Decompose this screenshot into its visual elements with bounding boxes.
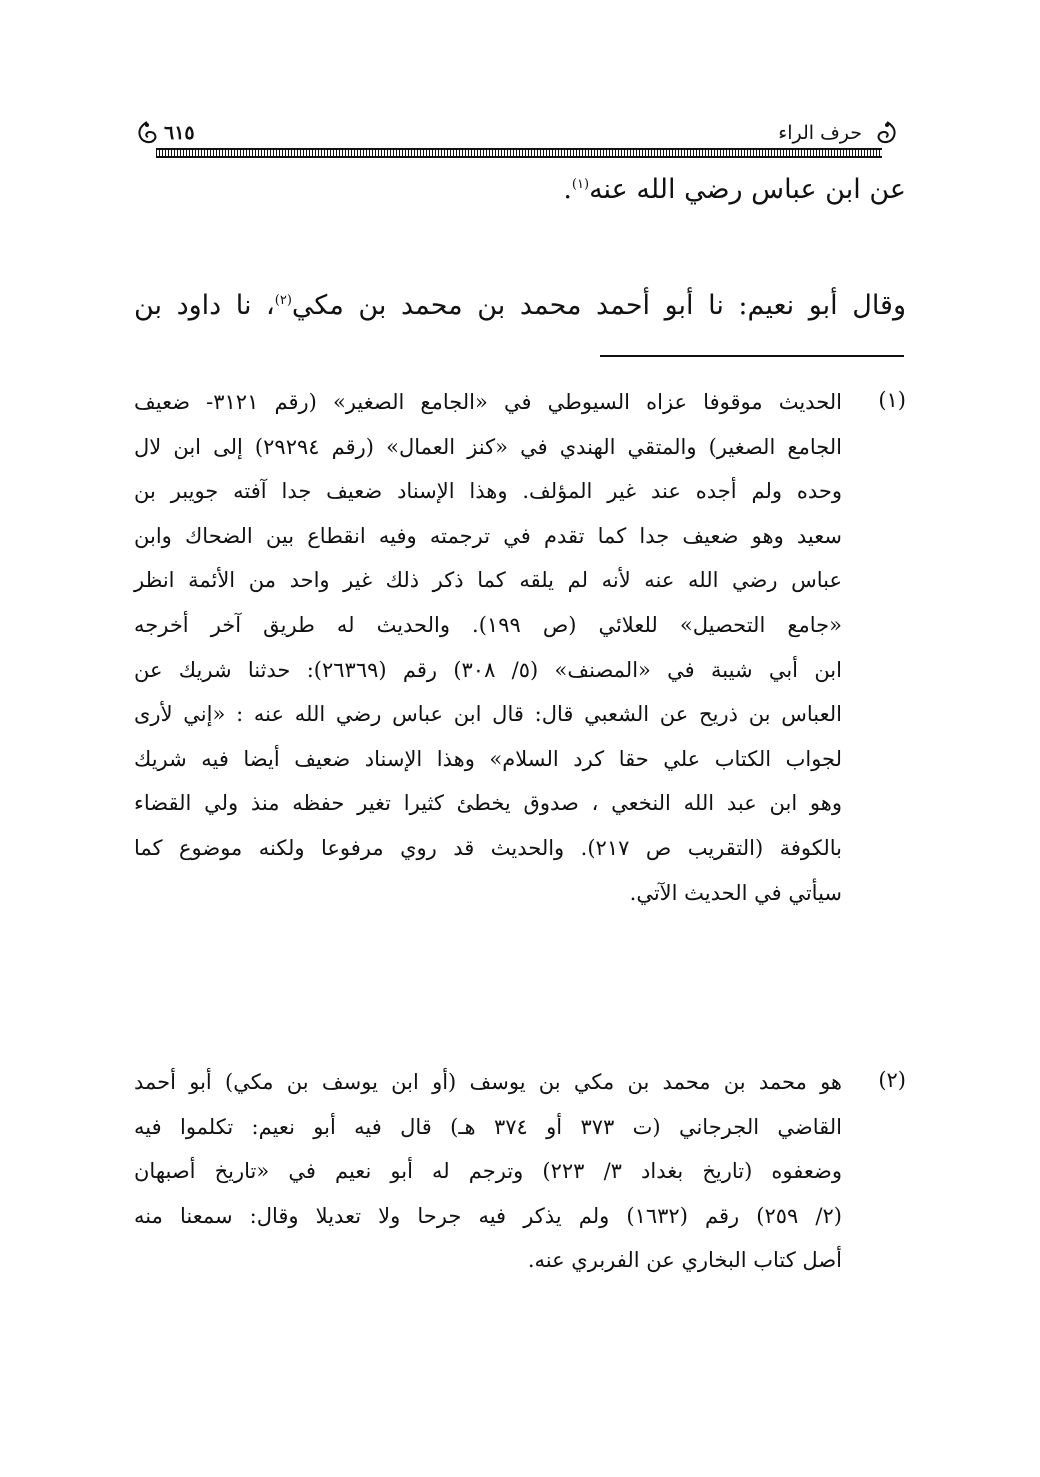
header-rule: [156, 148, 882, 158]
page-number: ٦١٥: [164, 122, 195, 144]
main-text-line: وقال أبو نعيم: نا أبو أحمد محمد بن محمد بن مكي$^{(٢)}$، نا داود بن: [134, 290, 907, 321]
footnote-text: [134, 380, 842, 915]
footnote-marker: (٢): [274, 293, 292, 308]
main-text-line: عن ابن عباس رضي الله عنه$^{(١)}$.: [563, 174, 906, 205]
footnote-line: ابن أبي شيبة في «المصنف» (٥/ ٣٠٨) رقم (٢٦٣٦٩): حدثنا شريك عن: [134, 657, 842, 682]
footnote-line: العباس بن ذريح عن الشعبي قال: قال ابن عباس رضي الله عنه : «إني لأرى: [134, 702, 842, 727]
footnote-line: سيأتي في الحديث الآتي.: [629, 880, 842, 905]
running-title: حرف الراء: [778, 122, 862, 144]
footnote-number: (٢): [878, 1068, 906, 1092]
footnote-line: (٢/ ٢٥٩) رقم (١٦٣٢) ولم يذكر فيه جرحا ولا تعديلا وقال: سمعنا منه: [134, 1203, 842, 1228]
footnote-marker: (١): [571, 177, 590, 192]
footnote-line: وضعفوه (تاريخ بغداد ٣/ ٢٢٣) وترجم له أبو نعيم في «تاريخ أصبهان: [134, 1159, 842, 1184]
footnote-line: لجواب الكتاب علي حقا كرد السلام» وهذا الإسناد ضعيف أيضا فيه شريك: [134, 746, 842, 771]
footnote-line: هو محمد بن محمد بن مكي بن يوسف (أو ابن يوسف بن مكي) أبو أحمد: [134, 1070, 842, 1094]
footnote-number: (١): [878, 388, 906, 412]
footnote-line: القاضي الجرجاني (ت ٣٧٣ أو ٣٧٤ هـ) قال فيه أبو نعيم: تكلموا فيه: [134, 1114, 842, 1139]
footnote-line: الحديث موقوفا عزاه السيوطي في «الجامع الصغير» (رقم ٣١٢١- ضعيف: [134, 390, 842, 414]
ornament-icon: [874, 120, 900, 146]
footnote-line: عباس رضي الله عنه لأنه لم يلقه كما ذكر ذلك غير واحد من الأئمة انظر: [134, 568, 842, 593]
footnote-line: وحده ولم أجده عند غير المؤلف. وهذا الإسناد ضعيف جدا آفته جويبر بن: [134, 479, 842, 504]
footnote: [134, 1060, 906, 1283]
footnote-line: الجامع الصغير) والمتقي الهندي في «كنز العمال» (رقم ٢٩٢٩٤) إلى ابن لال: [134, 434, 843, 459]
footnote-line: «جامع التحصيل» للعلائي (ص ١٩٩). والحديث له طريق آخر أخرجه: [134, 612, 842, 637]
ornament-icon: [134, 120, 160, 146]
page-header: [134, 112, 906, 154]
footnote: [134, 380, 906, 915]
footnote-text: [134, 1060, 842, 1283]
footnote-line: بالكوفة (التقريب ص ٢١٧). والحديث قد روي مرفوعا ولكنه موضوع كما: [134, 835, 842, 860]
footnote-line: سعيد وهو ضعيف جدا كما تقدم في ترجمته وفيه انقطاع بين الضحاك وابن: [134, 523, 842, 548]
footnote-line: وهو ابن عبد الله النخعي ، صدوق يخطئ كثيرا تغير حفظه منذ ولي القضاء: [134, 791, 842, 816]
footnote-line: أصل كتاب البخاري عن الفربري عنه.: [527, 1248, 842, 1273]
footnote-divider: [600, 355, 904, 357]
